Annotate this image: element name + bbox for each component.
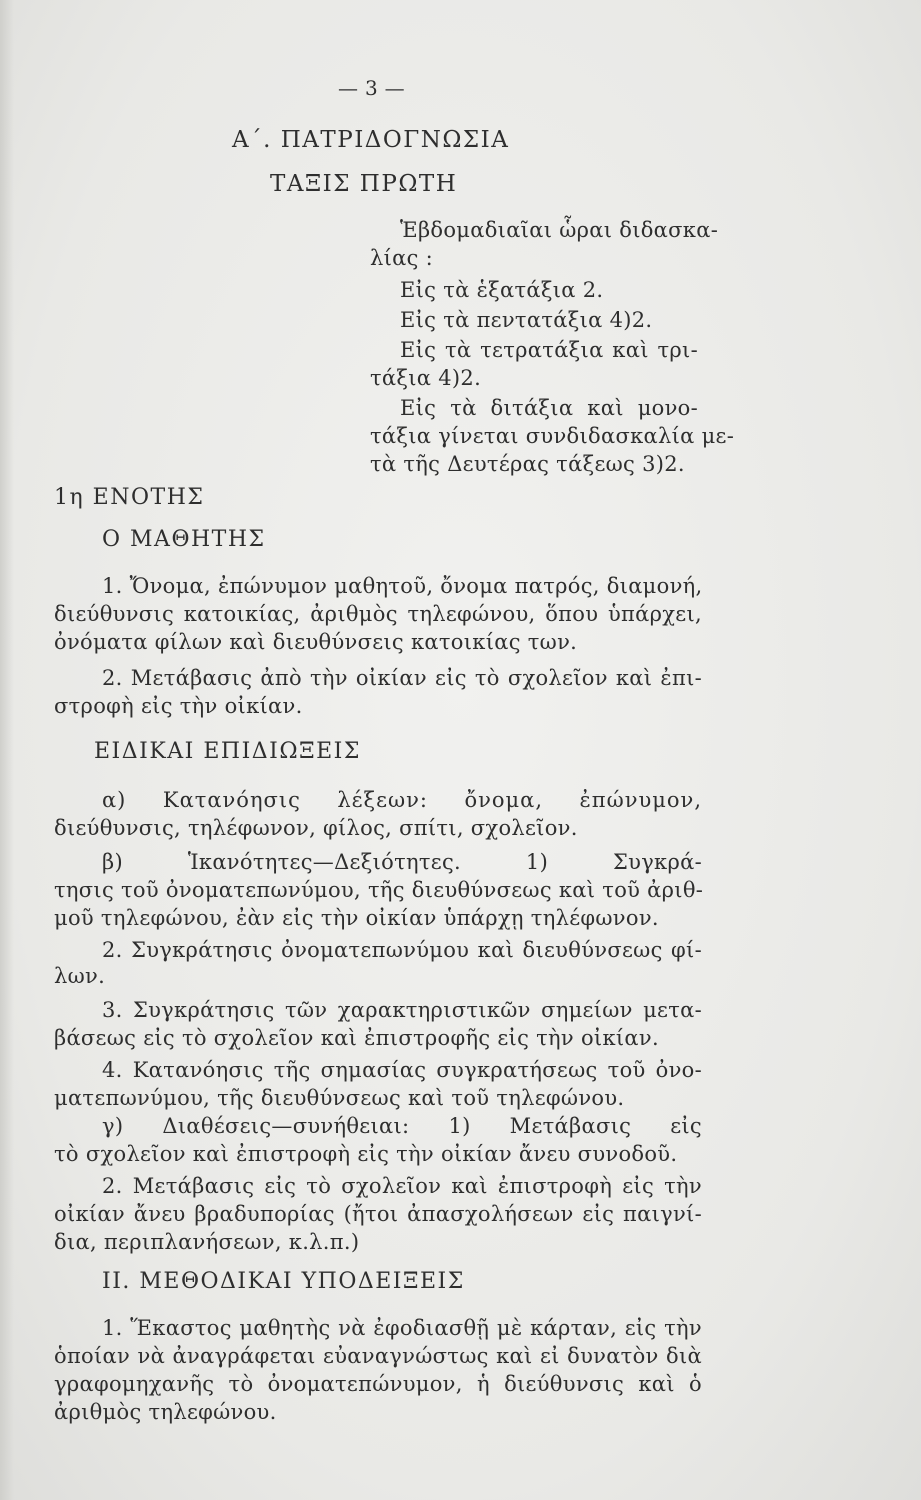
objective-line: β) Ἱκανότητες—Δεξιότητες. 1) Συγκρά- xyxy=(102,850,702,874)
objective-line: τησις τοῦ ὀνοματεπωνύμου, τῆς διευθύνσεως καὶ τοῦ ἀριθ- xyxy=(54,878,704,902)
section-heading: ΙΙ. ΜΕΘΟΔΙΚΑΙ ΥΠΟΔΕΙΞΕΙΣ xyxy=(102,1269,465,1294)
content-line: στροφὴ εἰς τὴν οἰκίαν. xyxy=(54,694,303,718)
hours-line: Εἰς τὰ διτάξια καὶ μονο- xyxy=(400,396,698,420)
objective-line: λων. xyxy=(54,964,106,988)
objective-line: διεύθυνσις, τηλέφωνον, φίλος, σπίτι, σχολεῖον. xyxy=(54,816,578,840)
method-line: 1. Ἕκαστος μαθητὴς νὰ ἐφοδιασθῇ μὲ κάρταν, εἰς τὴν xyxy=(102,1316,702,1340)
objective-line: βάσεως εἰς τὸ σχολεῖον καὶ ἐπιστροφῆς εἰς τὴν οἰκίαν. xyxy=(54,1026,659,1050)
hours-line: τὰ τῆς Δευτέρας τάξεως 3)2. xyxy=(370,452,685,476)
hours-line: Εἰς τὰ τετρατάξια καὶ τρι- xyxy=(400,338,698,362)
hours-line: Ἑβδομαδιαῖαι ὧραι διδασκα- xyxy=(400,218,719,242)
objective-line: ματεπωνύμου, τῆς διευθύνσεως καὶ τοῦ τηλεφώνου. xyxy=(54,1086,625,1110)
method-line: ἀριθμὸς τηλεφώνου. xyxy=(54,1400,277,1424)
hours-line: Εἰς τὰ ἑξατάξια 2. xyxy=(400,278,604,302)
objective-line: γ) Διαθέσεις—συνήθειαι: 1) Μετάβασις εἰς xyxy=(102,1114,702,1138)
objective-line: οἰκίαν ἄνευ βραδυπορίας (ἤτοι ἀπασχολήσεων εἰς παιγνί- xyxy=(54,1202,702,1226)
method-line: γραφομηχανῆς τὸ ὀνοματεπώνυμον, ἡ διεύθυνσις καὶ ὁ xyxy=(54,1372,702,1396)
objective-line: μοῦ τηλεφώνου, ἐὰν εἰς τὴν οἰκίαν ὑπάρχῃ τηλέφωνον. xyxy=(54,906,659,930)
hours-line: τάξια 4)2. xyxy=(370,366,482,390)
page-number: — 3 — xyxy=(338,76,405,100)
hours-line: Εἰς τὰ πεντατάξια 4)2. xyxy=(400,308,653,332)
objective-line: 2. Συγκράτησις ὀνοματεπωνύμου καὶ διευθύνσεως φί- xyxy=(102,938,702,962)
objective-line: 4. Κατανόησις τῆς σημασίας συγκρατήσεως τοῦ ὀνο- xyxy=(102,1058,702,1082)
content-line: 1. Ὄνομα, ἐπώνυμον μαθητοῦ, ὄνομα πατρός, διαμονή, xyxy=(102,574,703,598)
content-line: 2. Μετάβασις ἀπὸ τὴν οἰκίαν εἰς τὸ σχολεῖον καὶ ἐπι- xyxy=(102,666,702,690)
page-spine-shadow xyxy=(0,0,14,1500)
unit-title: Ο ΜΑΘΗΤΗΣ xyxy=(102,527,266,552)
unit-label: 1η ΕΝΟΤΗΣ xyxy=(54,485,205,510)
content-line: ὀνόματα φίλων καὶ διευθύνσεις κατοικίας των. xyxy=(54,630,578,654)
objective-line: τὸ σχολεῖον καὶ ἐπιστροφὴ εἰς τὴν οἰκίαν ἄνευ συνοδοῦ. xyxy=(54,1142,678,1166)
objective-line: δια, περιπλανήσεων, κ.λ.π.) xyxy=(54,1230,360,1254)
hours-line: λίας : xyxy=(370,246,434,270)
class-heading: ΤΑΞΙΣ ΠΡΩΤΗ xyxy=(270,171,458,197)
part-heading: Α΄. ΠΑΤΡΙΔΟΓΝΩΣΙΑ xyxy=(232,127,510,153)
objective-line: α) Κατανόησις λέξεων: ὄνομα, ἐπώνυμον, xyxy=(102,788,702,812)
section-heading: ΕΙΔΙΚΑΙ ΕΠΙΔΙΩΞΕΙΣ xyxy=(94,739,361,764)
hours-line: τάξια γίνεται συνδιδασκαλία με- xyxy=(370,424,735,448)
objective-line: 3. Συγκράτησις τῶν χαρακτηριστικῶν σημείων μετα- xyxy=(102,998,702,1022)
method-line: ὁποίαν νὰ ἀναγράφεται εὐαναγνώστως καὶ εἰ δυνατὸν διὰ xyxy=(54,1344,702,1368)
objective-line: 2. Μετάβασις εἰς τὸ σχολεῖον καὶ ἐπιστροφὴ εἰς τὴν xyxy=(102,1174,702,1198)
content-line: διεύθυνσις κατοικίας, ἀριθμὸς τηλεφώνου, ὅπου ὑπάρχει, xyxy=(54,602,702,626)
